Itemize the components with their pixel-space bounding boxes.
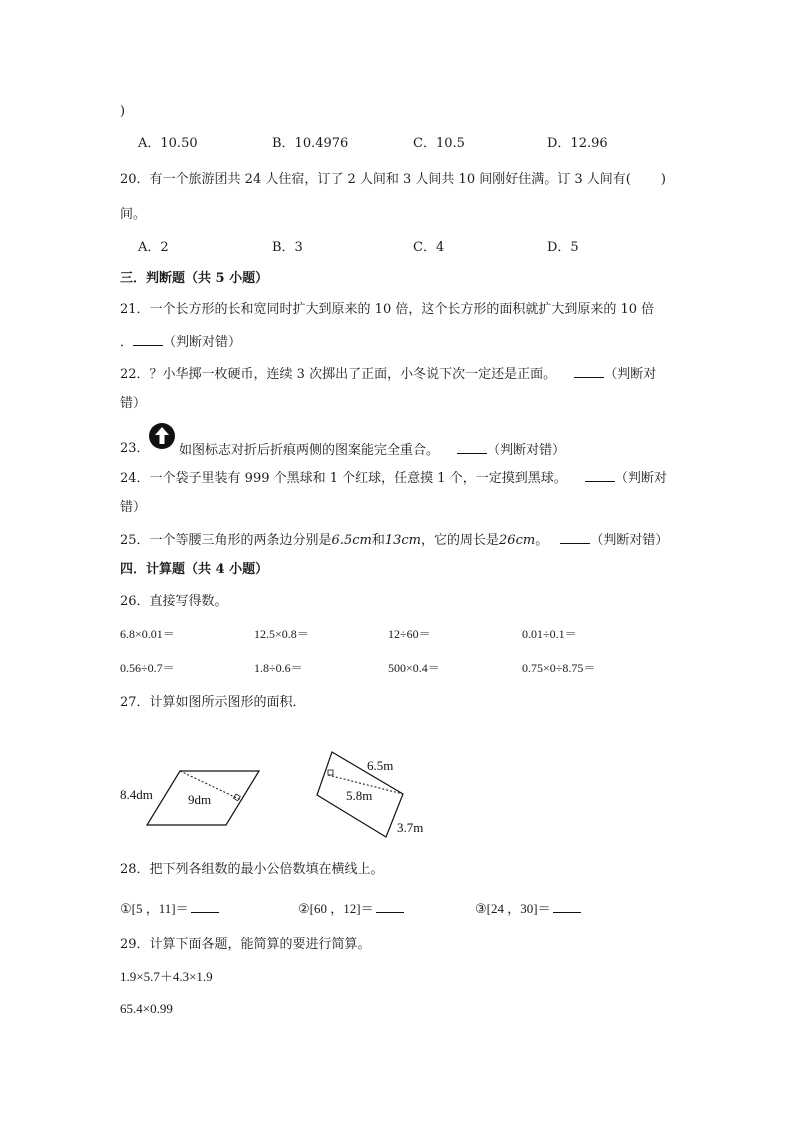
q26-item-1: 6.8×0.01＝ <box>120 627 175 641</box>
q24-answer-blank <box>585 469 615 482</box>
q24-text: 24．一个袋子里装有 999 个黑球和 1 个红球，任意摸 1 个，一定摸到黑球。 <box>120 471 567 486</box>
q29-expression-1: 1.9×5.7＋4.3×1.9 <box>120 969 213 984</box>
q19-option-b: B．10.4976 <box>272 136 349 151</box>
q25-suffix: （判断对错） <box>590 533 669 548</box>
q28-item-1-text: ①[5 ，11]＝ <box>120 901 189 916</box>
q27-figures <box>110 740 450 845</box>
fig2-top-label: 6.5m <box>367 758 394 773</box>
q26-item-3: 12÷60＝ <box>388 627 431 641</box>
right-angle-mark-2 <box>328 770 333 775</box>
q20-option-a: A．2 <box>138 240 169 255</box>
q29-title: 29．计算下面各题，能简算的要进行简算。 <box>120 937 371 952</box>
q25-text-d: 。 <box>535 533 549 548</box>
q24-line1 <box>120 469 667 487</box>
q22-line1 <box>120 365 656 383</box>
q26-item-6: 1.8÷0.6＝ <box>254 661 303 675</box>
q25-line <box>120 531 668 549</box>
q28-title: 28．把下列各组数的最小公倍数填在横线上。 <box>120 862 384 877</box>
fig2-height-label: 5.8m <box>346 788 373 803</box>
q23-text: 如图标志对折后折痕两侧的图案能完全重合。 <box>179 443 440 458</box>
q25-value-1: 6.5cm <box>331 533 372 548</box>
q20-option-d: D．5 <box>547 240 579 255</box>
fig1-height-label: 9dm <box>188 792 212 807</box>
q22-suffix: （判断对 <box>604 367 657 382</box>
q25-text-a: 25．一个等腰三角形的两条边分别是 <box>120 533 332 548</box>
q23-number: 23． <box>120 441 150 456</box>
q22-answer-blank <box>574 365 604 378</box>
q19-continuation: ) <box>120 104 126 119</box>
q23-answer-blank <box>457 441 487 454</box>
q29-expression-2: 65.4×0.99 <box>120 1001 173 1016</box>
q21-answer-blank <box>133 333 163 346</box>
q26-item-5: 0.56÷0.7＝ <box>120 661 175 675</box>
q27-title: 27．计算如图所示图形的面积． <box>120 695 306 710</box>
fig2-side-label: 3.7m <box>397 820 424 835</box>
q20-text: 20．有一个旅游团共 24 人住宿，订了 2 人间和 3 人间共 10 间刚好住满。订 3 人间有( <box>120 172 631 187</box>
q20-paren-close: ) <box>660 172 666 187</box>
q25-text-c: ，它的周长是 <box>421 533 500 548</box>
q22-line2: 错） <box>120 396 147 411</box>
q28-blank-2 <box>376 900 404 913</box>
q19-option-a: A．10.50 <box>138 136 198 151</box>
q28-item-3-text: ③[24 ，30]＝ <box>475 901 551 916</box>
q24-line2: 错） <box>120 500 147 515</box>
q25-value-3: 26cm <box>499 533 536 548</box>
q28-item-3 <box>475 900 581 917</box>
q19-option-c: C．10.5 <box>413 136 465 151</box>
section-4-heading: 四．计算题（共 4 小题） <box>120 562 269 577</box>
q26-title: 26．直接写得数。 <box>120 594 228 609</box>
q23-suffix: （判断对错） <box>487 443 566 458</box>
q28-item-2 <box>298 900 404 917</box>
q26-item-7: 500×0.4＝ <box>388 661 440 675</box>
q25-value-2: 13cm <box>384 533 422 548</box>
q19-option-d: D．12.96 <box>547 136 608 151</box>
q20-option-c: C．4 <box>413 240 445 255</box>
q26-item-4: 0.01÷0.1＝ <box>522 627 577 641</box>
q21-line1: 21．一个长方形的长和宽同时扩大到原来的 10 倍，这个长方形的面积就扩大到原来的 10 倍 <box>120 302 655 317</box>
up-arrow-sign-icon <box>149 423 175 449</box>
q23-line <box>179 441 565 459</box>
q20-option-b: B．3 <box>272 240 303 255</box>
q28-item-1 <box>120 900 219 917</box>
q25-text-b: 和 <box>371 533 385 548</box>
q22-text: 22．？小华掷一枚硬币，连续 3 次掷出了正面，小冬说下次一定还是正面。 <box>120 367 557 382</box>
q24-suffix: （判断对 <box>614 471 667 486</box>
q20-question <box>120 172 666 188</box>
q20-line2: 间。 <box>120 207 147 222</box>
q21-dot: ． <box>120 335 134 350</box>
q26-item-8: 0.75×0÷8.75＝ <box>522 661 596 675</box>
q21-suffix: （判断对错） <box>163 335 242 350</box>
q28-item-2-text: ②[60 ，12]＝ <box>298 901 374 916</box>
q28-blank-1 <box>191 900 219 913</box>
fig1-side-label: 8.4dm <box>120 787 153 802</box>
q21-line2 <box>120 333 241 351</box>
q25-answer-blank <box>560 531 590 544</box>
q28-blank-3 <box>553 900 581 913</box>
q26-item-2: 12.5×0.8＝ <box>254 627 309 641</box>
section-3-heading: 三．判断题（共 5 小题） <box>120 271 269 286</box>
